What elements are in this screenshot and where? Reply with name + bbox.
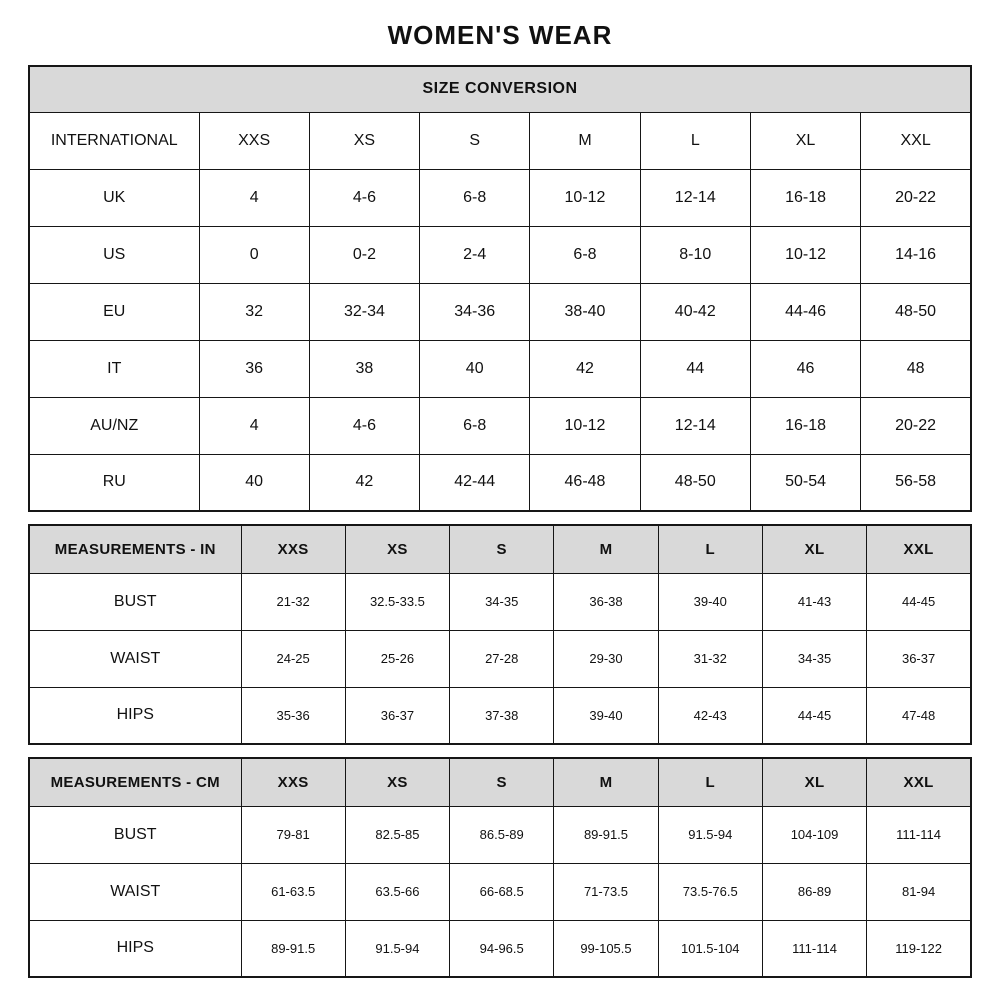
- table-cell: 86-89: [762, 863, 866, 920]
- table-cell: 42: [530, 340, 640, 397]
- column-header: L: [658, 525, 762, 573]
- table-cell: 0-2: [309, 226, 419, 283]
- table-row: [29, 863, 971, 920]
- table-cell: 2-4: [420, 226, 530, 283]
- column-header: S: [450, 525, 554, 573]
- table-cell: 104-109: [762, 806, 866, 863]
- row-label: WAIST: [29, 630, 241, 687]
- row-label: US: [29, 226, 199, 283]
- table-cell: 21-32: [241, 573, 345, 630]
- header-label: MEASUREMENTS - CM: [29, 758, 241, 806]
- row-label: BUST: [29, 806, 241, 863]
- table-cell: 89-91.5: [554, 806, 658, 863]
- table-cell: 20-22: [861, 169, 971, 226]
- table-cell: 48-50: [640, 454, 750, 511]
- table-cell: 47-48: [867, 687, 971, 744]
- header-label: INTERNATIONAL: [29, 112, 199, 169]
- table-cell: 32: [199, 283, 309, 340]
- table-cell: 12-14: [640, 397, 750, 454]
- table-cell: 4-6: [309, 169, 419, 226]
- table-cell: 48: [861, 340, 971, 397]
- column-header: XL: [762, 525, 866, 573]
- table-row: [29, 169, 971, 226]
- table-cell: 25-26: [345, 630, 449, 687]
- table-cell: 44-45: [867, 573, 971, 630]
- header-label: MEASUREMENTS - IN: [29, 525, 241, 573]
- column-header: XXL: [861, 112, 971, 169]
- table-cell: 56-58: [861, 454, 971, 511]
- table-row: [29, 283, 971, 340]
- table-cell: 101.5-104: [658, 920, 762, 977]
- table-cell: 4: [199, 397, 309, 454]
- table-cell: 39-40: [658, 573, 762, 630]
- measurements_cm-header-row: [29, 758, 971, 806]
- column-header: XXS: [199, 112, 309, 169]
- table-cell: 91.5-94: [658, 806, 762, 863]
- table-cell: 39-40: [554, 687, 658, 744]
- table-cell: 0: [199, 226, 309, 283]
- row-label: WAIST: [29, 863, 241, 920]
- table-cell: 38: [309, 340, 419, 397]
- table-cell: 36-37: [345, 687, 449, 744]
- size-conversion-table: [28, 65, 972, 512]
- table-cell: 12-14: [640, 169, 750, 226]
- column-header: L: [640, 112, 750, 169]
- measurements-centimeters-table: [28, 757, 972, 978]
- table-cell: 16-18: [750, 169, 860, 226]
- table-cell: 73.5-76.5: [658, 863, 762, 920]
- measurements_in-header-row: [29, 525, 971, 573]
- table-cell: 36-38: [554, 573, 658, 630]
- table-cell: 36-37: [867, 630, 971, 687]
- table-cell: 111-114: [867, 806, 971, 863]
- table-row: [29, 397, 971, 454]
- table-cell: 86.5-89: [450, 806, 554, 863]
- size_conversion-header-row: [29, 112, 971, 169]
- table-cell: 44-45: [762, 687, 866, 744]
- table-cell: 4: [199, 169, 309, 226]
- table-cell: 4-6: [309, 397, 419, 454]
- table-cell: 42-44: [420, 454, 530, 511]
- row-label: HIPS: [29, 687, 241, 744]
- row-label: RU: [29, 454, 199, 511]
- table-cell: 82.5-85: [345, 806, 449, 863]
- table-cell: 6-8: [420, 169, 530, 226]
- column-header: L: [658, 758, 762, 806]
- table-cell: 119-122: [867, 920, 971, 977]
- table-cell: 44: [640, 340, 750, 397]
- column-header: M: [554, 758, 658, 806]
- table-row: [29, 687, 971, 744]
- column-header: XS: [345, 525, 449, 573]
- column-header: XS: [345, 758, 449, 806]
- table-cell: 38-40: [530, 283, 640, 340]
- table-row: [29, 226, 971, 283]
- table-cell: 66-68.5: [450, 863, 554, 920]
- table-row: [29, 806, 971, 863]
- table-row: [29, 630, 971, 687]
- row-label: EU: [29, 283, 199, 340]
- table-cell: 44-46: [750, 283, 860, 340]
- table-cell: 41-43: [762, 573, 866, 630]
- page-title: WOMEN'S WEAR: [387, 20, 613, 50]
- table-cell: 29-30: [554, 630, 658, 687]
- table-cell: 27-28: [450, 630, 554, 687]
- table-cell: 31-32: [658, 630, 762, 687]
- table-cell: 37-38: [450, 687, 554, 744]
- table-row: [29, 454, 971, 511]
- table-cell: 81-94: [867, 863, 971, 920]
- table-row: [29, 340, 971, 397]
- table-cell: 63.5-66: [345, 863, 449, 920]
- table-cell: 48-50: [861, 283, 971, 340]
- table-cell: 20-22: [861, 397, 971, 454]
- table-cell: 35-36: [241, 687, 345, 744]
- table-cell: 10-12: [530, 397, 640, 454]
- table-cell: 40-42: [640, 283, 750, 340]
- table-cell: 6-8: [420, 397, 530, 454]
- table-cell: 42-43: [658, 687, 762, 744]
- table-cell: 8-10: [640, 226, 750, 283]
- table-row: [29, 920, 971, 977]
- table-cell: 79-81: [241, 806, 345, 863]
- table-cell: 34-35: [450, 573, 554, 630]
- table-cell: 61-63.5: [241, 863, 345, 920]
- row-label: HIPS: [29, 920, 241, 977]
- column-header: XXS: [241, 525, 345, 573]
- column-header: XXS: [241, 758, 345, 806]
- column-header: XXL: [867, 758, 971, 806]
- column-header: M: [554, 525, 658, 573]
- measurements-inches-table: [28, 524, 972, 745]
- column-header: S: [450, 758, 554, 806]
- column-header: XL: [762, 758, 866, 806]
- table-cell: 71-73.5: [554, 863, 658, 920]
- table-cell: 99-105.5: [554, 920, 658, 977]
- column-header: XS: [309, 112, 419, 169]
- column-header: M: [530, 112, 640, 169]
- table-cell: 10-12: [750, 226, 860, 283]
- table-cell: 91.5-94: [345, 920, 449, 977]
- column-header: S: [420, 112, 530, 169]
- table-cell: 14-16: [861, 226, 971, 283]
- row-label: AU/NZ: [29, 397, 199, 454]
- table-cell: 32.5-33.5: [345, 573, 449, 630]
- row-label: IT: [29, 340, 199, 397]
- table-cell: 24-25: [241, 630, 345, 687]
- table-cell: 16-18: [750, 397, 860, 454]
- row-label: UK: [29, 169, 199, 226]
- table-cell: 32-34: [309, 283, 419, 340]
- table-cell: 34-35: [762, 630, 866, 687]
- table-row: [29, 573, 971, 630]
- table-cell: 42: [309, 454, 419, 511]
- table-cell: 46-48: [530, 454, 640, 511]
- table-cell: 34-36: [420, 283, 530, 340]
- size_conversion-caption: SIZE CONVERSION: [29, 66, 971, 112]
- table-cell: 94-96.5: [450, 920, 554, 977]
- table-cell: 89-91.5: [241, 920, 345, 977]
- table-cell: 50-54: [750, 454, 860, 511]
- table-cell: 6-8: [530, 226, 640, 283]
- table-cell: 40: [199, 454, 309, 511]
- column-header: XXL: [867, 525, 971, 573]
- table-cell: 111-114: [762, 920, 866, 977]
- table-cell: 46: [750, 340, 860, 397]
- table-cell: 36: [199, 340, 309, 397]
- row-label: BUST: [29, 573, 241, 630]
- table-cell: 40: [420, 340, 530, 397]
- table-cell: 10-12: [530, 169, 640, 226]
- column-header: XL: [750, 112, 860, 169]
